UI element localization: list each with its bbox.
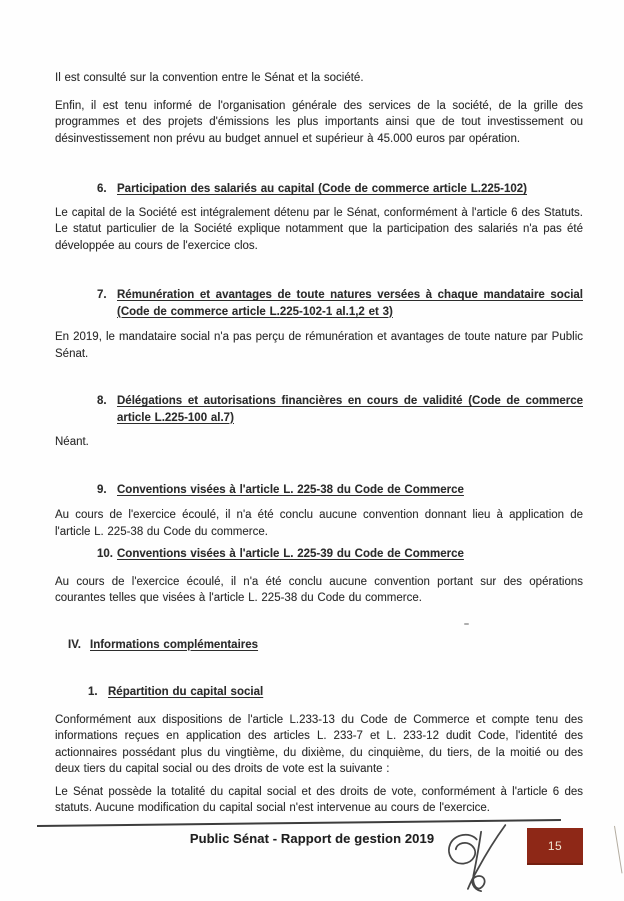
section-number: 8.: [97, 395, 107, 407]
section-number: 7.: [97, 289, 107, 301]
section-title: Répartition du capital social: [108, 686, 264, 698]
paragraph-organisation: Enfin, il est tenu informé de l'organisation générale des services de la société, de la grille des programmes et des projets d'émissions les plus importants ainsi que de tout investissement ou désinvestissement non prévu au budget annuel et supérieur à 45.000 euros par opération.: [55, 99, 583, 145]
heading-section-9: [97, 482, 583, 499]
paragraph-consultation: Il est consulté sur la convention entre le Sénat et la société.: [55, 72, 364, 84]
section-title: Rémunération et avantages de toute natures versées à chaque mandataire social (Code de commerce article L.225-102-1 al.1,2 et 3): [117, 289, 583, 318]
section-number: 10.: [97, 548, 113, 560]
scan-artifact-dot: [464, 623, 469, 625]
signature-paraph: [436, 815, 524, 899]
section-number: IV.: [68, 638, 82, 651]
page-content: [55, 0, 583, 817]
heading-section-6: [97, 181, 583, 198]
section-number: 9.: [97, 483, 107, 496]
section-title: Informations complémentaires: [90, 638, 259, 651]
section-title: Conventions visées à l'article L. 225-39 du Code de Commerce: [117, 548, 464, 560]
paragraph-section-10: Au cours de l'exercice écoulé, il n'a été conclu aucune convention portant sur des opérations courantes telles que visées à l'article L. 225-38 du Code du commerce.: [55, 575, 583, 604]
heading-section-iv: [68, 637, 583, 654]
page-number: 15: [547, 838, 563, 853]
section-title: Conventions visées à l'article L. 225-38 du Code de Commerce: [117, 483, 464, 496]
paragraph-section-6: Le capital de la Société est intégralement détenu par le Sénat, conformément à l'article 6 des Statuts. Le statut particulier de la Société explique notamment que la participation des salariés n'a pas été développée au cours de l'exercice clos.: [55, 206, 583, 252]
heading-subsection-1: [88, 684, 583, 701]
section-number: 6.: [97, 183, 107, 195]
heading-section-7: [97, 287, 583, 320]
heading-section-8: [97, 393, 583, 426]
paragraph-section-7: En 2019, le mandataire social n'a pas perçu de rémunération et avantages de toute nature par Public Sénat.: [55, 331, 583, 360]
page-number-badge: [527, 828, 583, 865]
section-title: Participation des salariés au capital (Code de commerce article L.225-102): [117, 183, 527, 195]
footer-title: Public Sénat - Rapport de gestion 2019: [189, 831, 435, 846]
paragraph-section-9: Au cours de l'exercice écoulé, il n'a été conclu aucune convention donnant lieu à application de l'article L. 225-38 du Code du commerce.: [55, 509, 583, 538]
paragraph-capital-1: Conformément aux dispositions de l'article L.233-13 du Code de Commerce et compte tenu des informations reçues en application des articles L. 233-7 et L. 233-12 dudit Code, l'identité des actionnaires possédant plus du vingtième, du dixième, du cinquième, du tiers, de la moitié ou des deux tiers du capital social ou des droits de vote est la suivante :: [55, 713, 583, 775]
section-number: 1.: [88, 686, 98, 698]
paragraph-section-8: Néant.: [55, 436, 89, 448]
section-title: Délégations et autorisations financières en cours de validité (Code de commerce article L.225-100 al.7): [117, 395, 583, 424]
paragraph-capital-2: Le Sénat possède la totalité du capital social et des droits de vote, conformément à l'article 6 des statuts. Aucune modification du capital social n'est intervenue au cours de l'exercice.: [55, 785, 583, 814]
heading-section-10: [97, 546, 583, 563]
